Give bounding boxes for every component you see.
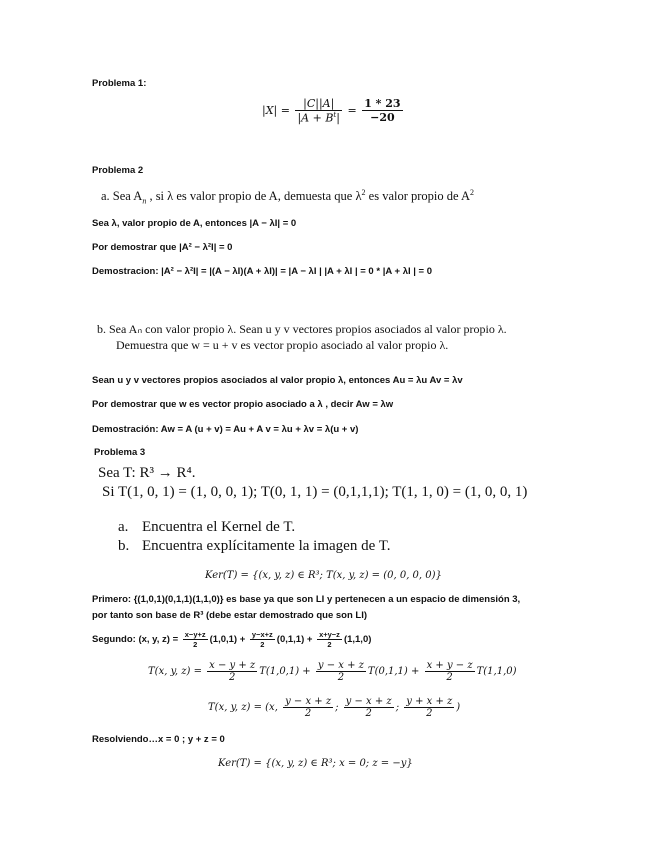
seg-vector-3: (1,1,0): [343, 634, 372, 646]
t-num-2: y − x + z: [317, 660, 364, 671]
t-fraction-2: [316, 660, 366, 683]
eq-numerator: |C||A|: [295, 97, 342, 111]
item-a-text-3: es valor propio de A: [365, 189, 471, 204]
p2-line-2: Por demostrar que |A² − λ²I| = 0: [92, 242, 233, 253]
t-num-1: x − y + z: [209, 660, 256, 671]
eq-equals: =: [347, 103, 357, 117]
segundo-fraction-3: [317, 630, 342, 649]
eq-den-sup: t: [333, 111, 337, 119]
t-den-2: 2: [337, 672, 345, 683]
p3-item-b-label: b.: [118, 538, 130, 554]
p3-item-a-text: Encuentra el Kernel de T.: [142, 519, 296, 535]
primero-line-2: por tanto son base de R³ (debe estar demostrado que son LI): [92, 610, 368, 621]
resolviendo-line: Resolviendo…x = 0 ; y + z = 0: [92, 734, 225, 745]
t2-fraction-2: [344, 696, 394, 719]
seg-num-2: y−x+z: [251, 630, 273, 639]
segundo-fraction-2: [250, 630, 275, 649]
t-result-equation: [208, 696, 460, 719]
seg-den-1: 2: [193, 640, 198, 649]
t2-fraction-1: [283, 696, 333, 719]
t2-num-3: y + x + z: [406, 696, 453, 707]
p2-line-6: Demostración: Aw = A (u + v) = Au + A v = λu + λv = λ(u + v): [92, 424, 359, 435]
t-vector-3: T(1,1,0): [476, 666, 517, 677]
problem-3-title: Problema 3: [94, 447, 146, 458]
primero-line-1: Primero: {(1,0,1)(0,1,1)(1,1,0)} es base ya que son LI y pertenecen a un espacio de dimensión 3,: [92, 594, 521, 605]
seg-num-1: x−y+z: [184, 630, 206, 639]
segundo-equation: [92, 630, 371, 649]
t2-den-3: 2: [426, 708, 433, 719]
t2-lhs: T(x, y, z) = (x,: [208, 702, 278, 713]
t-vector-2: T(0,1,1) +: [367, 666, 420, 677]
t-lhs: T(x, y, z) =: [148, 666, 202, 677]
t2-sep-2: ;: [395, 702, 400, 713]
t2-sep-1: ;: [335, 702, 339, 713]
t-den-1: 2: [229, 672, 236, 683]
seg-den-2: 2: [260, 640, 265, 649]
t-fraction-3: [425, 660, 475, 683]
eq-denominator: [295, 111, 342, 125]
item-a-sup-2: 2: [470, 188, 475, 197]
problem-1-equation: [262, 97, 405, 125]
p3-statement-2: Si T(1, 0, 1) = (1, 0, 0, 1); T(0, 1, 1) = (0,1,1,1); T(1, 1, 0) = (1, 0, 0, 1): [102, 484, 528, 500]
segundo-label: Segundo: (x, y, z) =: [92, 634, 179, 646]
eq-den-text: |A + B: [297, 111, 334, 125]
t-fraction-1: [207, 660, 257, 683]
eq-numerator-2: 1 * 23: [364, 97, 401, 111]
kernel-definition: Ker(T) = {(x, y, z) ∈ R³; T(x, y, z) = (0, 0, 0, 0)}: [205, 570, 442, 581]
seg-num-3: x+y−z: [319, 630, 340, 639]
seg-vector-1: (1,0,1) +: [209, 634, 246, 646]
t-num-3: x + y − z: [426, 660, 473, 671]
t2-fraction-3: [404, 696, 454, 719]
item-a-text: a. Sea A: [101, 189, 143, 204]
p2-line-5: Por demostrar que w es vector propio asociado a λ , decir Aw = λw: [92, 399, 394, 410]
p3-statement-1: Sea T: R³ → R⁴.: [98, 465, 196, 481]
seg-den-3: 2: [327, 640, 332, 649]
t2-end: ): [456, 702, 461, 713]
t2-den-1: 2: [304, 708, 312, 719]
seg-vector-2: (0,1,1) +: [276, 634, 313, 646]
problem-2-item-a: [101, 188, 474, 206]
t-vector-1: T(1,0,1) +: [259, 666, 311, 677]
p2-line-1: Sea λ, valor propio de A, entonces |A − λI| = 0: [92, 218, 297, 229]
p3-item-a: [118, 519, 295, 536]
eq-fraction-1: [295, 97, 342, 125]
problem-2-item-b-line-2: Demuestra que w = u + v es vector propio asociado al valor propio λ.: [116, 338, 449, 352]
problem-2-title: Problema 2: [92, 165, 144, 176]
eq-fraction-2: [362, 97, 402, 124]
p2-line-4: Sean u y v vectores propios asociados al valor propio λ, entonces Au = λu Av = λv: [92, 375, 463, 386]
t-expansion-equation: [148, 660, 517, 683]
item-a-sub: n: [142, 196, 147, 206]
t2-num-2: y − x + z: [345, 696, 392, 707]
segundo-fraction-1: [183, 630, 208, 649]
p3-item-b-text: Encuentra explícitamente la imagen de T.: [142, 538, 391, 554]
p2-line-3: Demostracion: |A² − λ²I| = |(A − λI)(A + λI)| = |A − λI | |A + λI | = 0 * |A + λI | = 0: [92, 266, 433, 277]
p3-item-b: [118, 538, 391, 555]
eq-denominator-2: −20: [370, 111, 395, 125]
item-a-sup: 2: [361, 188, 366, 197]
t2-den-2: 2: [365, 708, 372, 719]
item-a-text-2: , si λ es valor propio de A, demuesta que λ: [146, 189, 362, 204]
t-den-3: 2: [446, 672, 453, 683]
t2-num-1: y − x + z: [285, 696, 332, 707]
eq-lhs: |X| =: [262, 103, 290, 117]
problem-2-item-b-line-1: b. Sea Aₙ con valor propio λ. Sean u y v vectores propios asociados al valor propio λ.: [97, 322, 507, 336]
kernel-final: Ker(T) = {(x, y, z) ∈ R³; x = 0; z = −y}: [218, 758, 413, 769]
problem-1-title: Problema 1:: [92, 78, 147, 89]
p3-item-a-label: a.: [118, 519, 129, 535]
eq-den-end: |: [336, 111, 340, 125]
